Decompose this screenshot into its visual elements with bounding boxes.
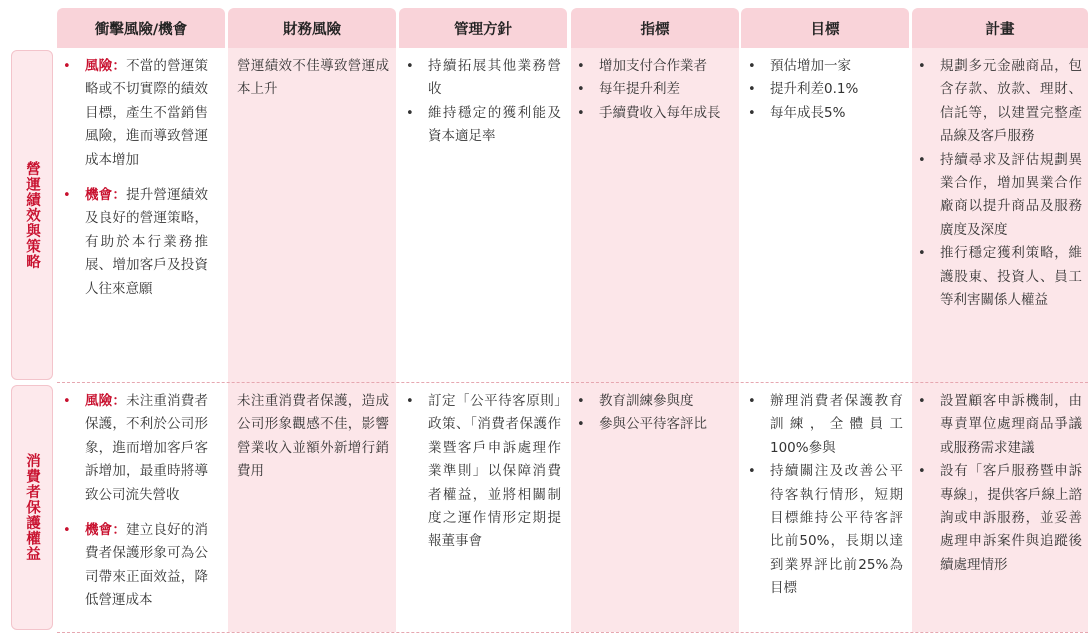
list-item: • 規劃多元金融商品，包含存款、放款、理財、信託等，以建置完整產品線及客戶服務	[918, 55, 1082, 149]
list-item: • 參與公平待客評比	[577, 413, 732, 436]
header-financial-risk: 財務風險	[228, 8, 396, 48]
header-plans: 計畫	[912, 8, 1088, 48]
column-bg	[228, 48, 396, 632]
list-item: • 風險：未注重消費者保護，不利於公司形象，進而增加客戶客訴增加，最重時將導致公司流失營收	[63, 390, 208, 507]
list-item: • 辦理消費者保護教育訓練，全體員工100%參與	[748, 390, 903, 460]
list-item: • 預估增加一家	[748, 55, 903, 78]
cell-financial-risk: 未注重消費者保護，造成公司形象觀感不佳，影響營業收入並額外新增行銷費用	[237, 393, 389, 480]
row-label-consumer-protection: 消費者保護權益	[11, 385, 53, 630]
cell-financial-risk: 營運績效不佳導致營運成本上升	[237, 58, 389, 98]
list-item: • 手續費收入每年成長	[577, 102, 732, 125]
list-item: • 持續尋求及評估規劃異業合作，增加異業合作廠商以提升商品及服務廣度及深度	[918, 149, 1082, 243]
row-divider	[57, 382, 1088, 383]
row-label-operations: 營運績效與策略	[11, 50, 53, 380]
header-management-policy: 管理方針	[399, 8, 567, 48]
cell-indicators	[577, 390, 732, 437]
list-item: • 維持穩定的獲利能及資本適足率	[406, 102, 561, 149]
cell-targets	[748, 390, 903, 601]
cell-impact	[63, 55, 208, 301]
list-item: • 增加支付合作業者	[577, 55, 732, 78]
list-item: • 每年提升利差	[577, 78, 732, 101]
header-targets: 目標	[741, 8, 909, 48]
list-item: • 設有「客戶服務暨申訴專線」，提供客戶線上諮詢或申訴服務，並妥善處理申訴案件與追蹤後續處理情形	[918, 460, 1082, 577]
list-item: • 設置顧客申訴機制，由專責單位處理商品爭議或服務需求建議	[918, 390, 1082, 460]
list-item: • 持續拓展其他業務營收	[406, 55, 561, 102]
cell-policy	[406, 390, 561, 554]
list-item: • 訂定「公平待客原則」政策、「消費者保護作業暨客戶申訴處理作業準則」以保障消費者權益，並將相關制度之運作情形定期提報董事會	[406, 390, 561, 554]
header-indicators: 指標	[571, 8, 739, 48]
column-bg	[571, 48, 739, 632]
list-item: • 教育訓練參與度	[577, 390, 732, 413]
list-item: • 機會：提升營運績效及良好的營運策略，有助於本行業務推展、增加客戶及投資人往來意願	[63, 184, 208, 301]
list-item: • 提升利差0.1%	[748, 78, 903, 101]
header-impact: 衝擊風險/機會	[57, 8, 225, 48]
cell-impact	[63, 390, 208, 613]
list-item: • 推行穩定獲利策略，維護股東、投資人、員工等利害關係人權益	[918, 242, 1082, 312]
list-item: • 每年成長5%	[748, 102, 903, 125]
cell-policy	[406, 55, 561, 149]
cell-targets	[748, 55, 903, 125]
list-item: • 持續關注及改善公平待客執行情形，短期目標維持公平待客評比前50%，長期以達到業界評比前25%為目標	[748, 460, 903, 600]
cell-plans	[918, 55, 1082, 312]
list-item: • 機會：建立良好的消費者保護形象可為公司帶來正面效益，降低營運成本	[63, 519, 208, 613]
cell-plans	[918, 390, 1082, 577]
cell-indicators	[577, 55, 732, 125]
row-divider	[57, 632, 1088, 633]
list-item: • 風險：不當的營運策略或不切實際的績效目標，產生不當銷售風險，進而導致營運成本增加	[63, 55, 208, 172]
